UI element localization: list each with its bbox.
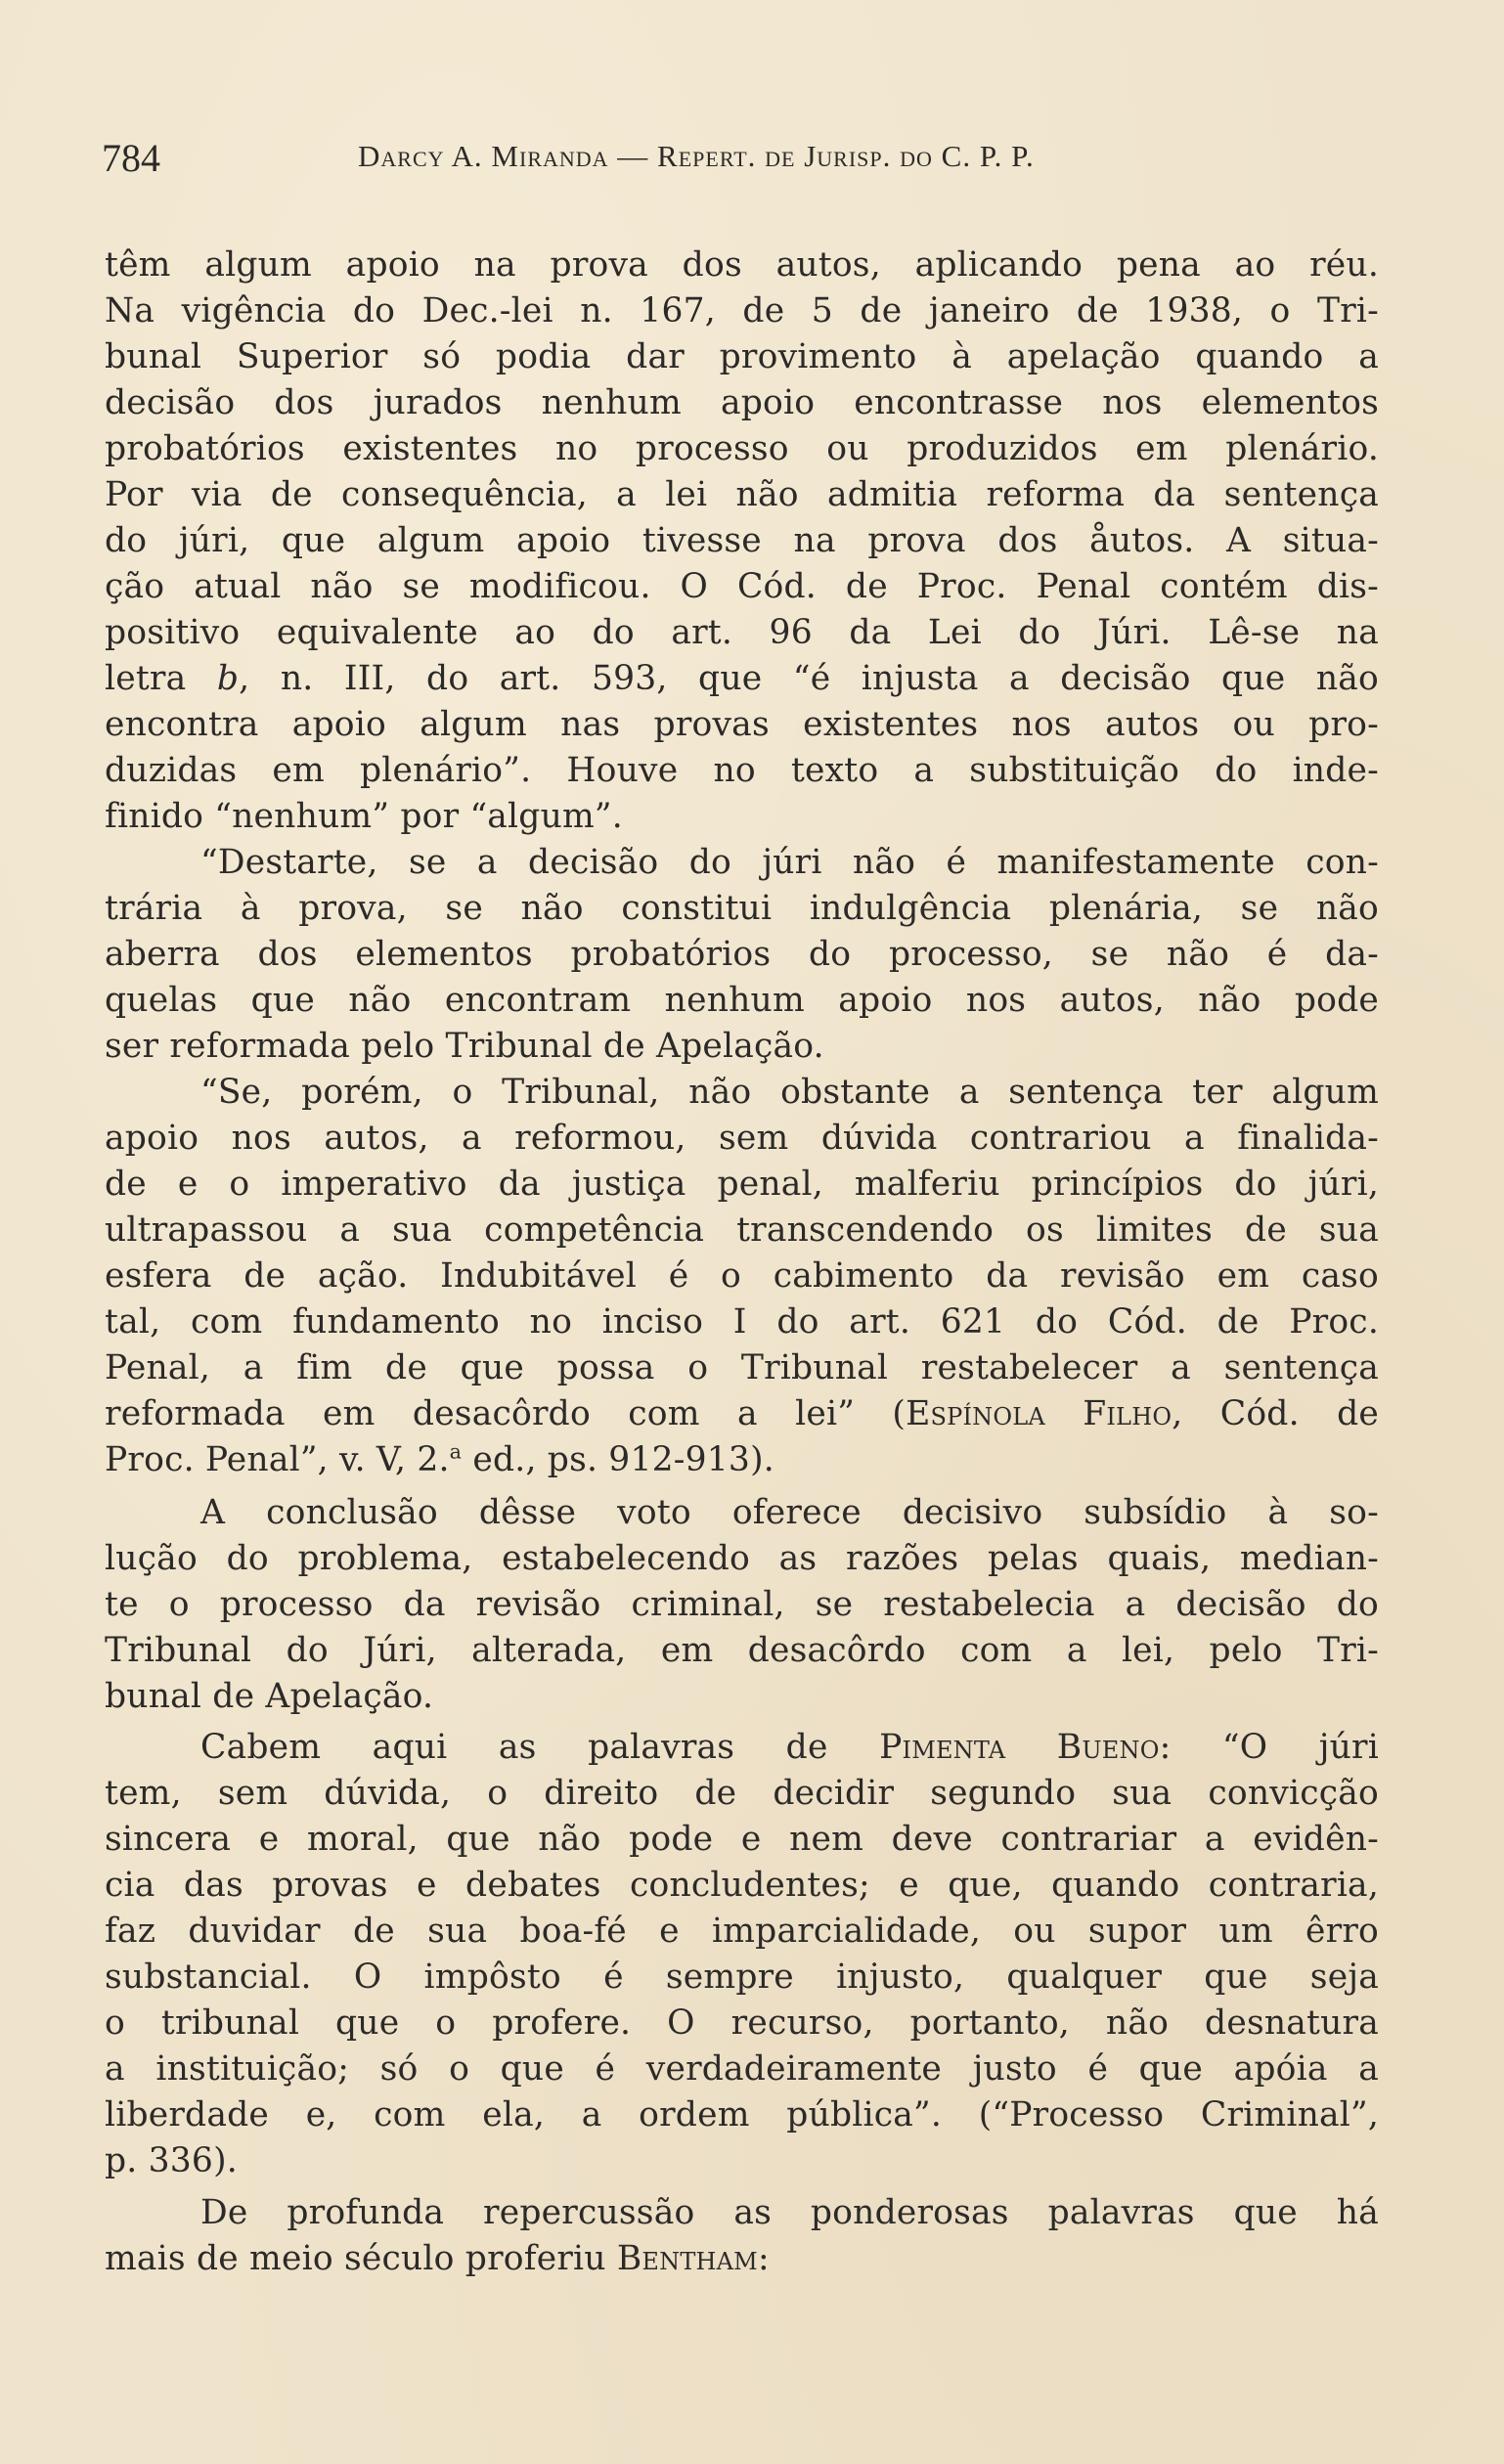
text-line: tal, com fundamento no inciso I do art. 621 do Cód. de Proc. (105, 1302, 1379, 1342)
text-run: , n. III, do art. 593, que “é injusta a decisão que não (239, 659, 1380, 698)
text-line: a instituição; só o que é verdadeiramente justo é que apóia a (105, 2049, 1379, 2089)
text-line: trária à prova, se não constitui indulgência plenária, se não (105, 889, 1379, 928)
text-line (105, 1391, 1379, 1436)
text-line: duzidas em plenário”. Houve no texto a substituição do inde- (105, 751, 1379, 790)
ordinal-superscript: a (449, 1439, 463, 1464)
text-line: ultrapassou a sua competência transcendendo os limites de sua (105, 1210, 1379, 1250)
text-line: “Destarte, se a decisão do júri não é manifestamente con- (200, 843, 1379, 882)
text-line (105, 1725, 1379, 1770)
text-line (105, 1437, 1379, 1482)
text-line: aberra dos elementos probatórios do processo, se não é da- (105, 935, 1379, 974)
text-run: Cabem aqui as palavras de (200, 1728, 880, 1767)
text-line: A conclusão dêsse voto oferece decisivo subsídio à so- (200, 1493, 1379, 1532)
page-number: 784 (102, 136, 160, 180)
text-line: lução do problema, estabelecendo as razões pelas quais, median- (105, 1539, 1379, 1578)
text-line: te o processo da revisão criminal, se restabelecia a decisão do (105, 1585, 1379, 1624)
author-name: Bentham (616, 2239, 758, 2278)
text-run: : (757, 2239, 770, 2278)
text-line: probatórios existentes no processo ou produzidos em plenário. (105, 429, 1379, 468)
text-line: quelas que não encontram nenhum apoio nos autos, não pode (105, 981, 1379, 1020)
text-line: Na vigência do Dec.-lei n. 167, de 5 de janeiro de 1938, o Tri- (105, 291, 1379, 330)
running-head: Darcy A. Miranda — Repert. de Jurisp. do C. P. P. (358, 139, 1035, 173)
text-line: Penal, a fim de que possa o Tribunal restabelecer a sentença (105, 1348, 1379, 1387)
text-line: liberdade e, com ela, a ordem pública”. (“Processo Criminal”, (105, 2095, 1379, 2134)
text-line (105, 2236, 1379, 2281)
text-run: Proc. Penal”, v. V, 2. (105, 1440, 450, 1479)
text-line: o tribunal que o profere. O recurso, portanto, não desnatura (105, 2003, 1379, 2043)
text-line: cia das provas e debates concludentes; e que, quando contraria, (105, 1866, 1379, 1905)
text-line: bunal Superior só podia dar provimento à apelação quando a (105, 337, 1379, 376)
text-run: , Cód. de (1172, 1394, 1380, 1433)
text-line: p. 336). (105, 2141, 238, 2180)
text-run: letra (105, 659, 217, 698)
text-line: sincera e moral, que não pode e nem deve contrariar a evidên- (105, 1820, 1379, 1859)
text-run: reformada em desacôrdo com a lei” ( (105, 1394, 907, 1433)
text-line (105, 656, 1379, 701)
text-line: faz duvidar de sua boa-fé e imparcialidade, ou supor um êrro (105, 1912, 1379, 1951)
text-line: esfera de ação. Indubitável é o cabimento da revisão em caso (105, 1256, 1379, 1296)
author-name: Pimenta Bueno (879, 1728, 1160, 1767)
text-run: : “O júri (1159, 1728, 1379, 1767)
text-line: finido “nenhum” por “algum”. (105, 797, 623, 836)
text-line: ção atual não se modificou. O Cód. de Proc. Penal contém dis- (105, 567, 1379, 606)
text-line: decisão dos jurados nenhum apoio encontrasse nos elementos (105, 383, 1379, 422)
text-line: substancial. O impôsto é sempre injusto, qualquer que seja (105, 1958, 1379, 1997)
text-line: De profunda repercussão as ponderosas palavras que há (200, 2193, 1379, 2232)
text-line: de e o imperativo da justiça penal, malferiu princípios do júri, (105, 1165, 1379, 1204)
text-line: tem, sem dúvida, o direito de decidir segundo sua convicção (105, 1774, 1379, 1813)
author-name: Espínola Filho (906, 1394, 1172, 1433)
text-line: positivo equivalente ao do art. 96 da Lei do Júri. Lê-se na (105, 613, 1379, 652)
text-line: Por via de consequência, a lei não admitia reforma da sentença (105, 475, 1379, 514)
text-line: apoio nos autos, a reformou, sem dúvida contrariou a finalida- (105, 1119, 1379, 1158)
text-line: “Se, porém, o Tribunal, não obstante a sentença ter algum (200, 1073, 1379, 1112)
text-line: encontra apoio algum nas provas existentes nos autos ou pro- (105, 705, 1379, 744)
text-run: ed., ps. 912-913). (462, 1440, 774, 1479)
text-line: têm algum apoio na prova dos autos, aplicando pena ao réu. (105, 245, 1379, 285)
text-run: mais de meio século proferiu (105, 2239, 617, 2278)
text-line: Tribunal do Júri, alterada, em desacôrdo com a lei, pelo Tri- (105, 1631, 1379, 1670)
text-line: ser reformada pelo Tribunal de Apelação. (105, 1027, 824, 1066)
page-header (102, 135, 1383, 184)
text-line: do júri, que algum apoio tivesse na prova dos åutos. A situa- (105, 521, 1379, 560)
emphasis-letter: b (216, 659, 240, 698)
text-line: bunal de Apelação. (105, 1677, 434, 1716)
